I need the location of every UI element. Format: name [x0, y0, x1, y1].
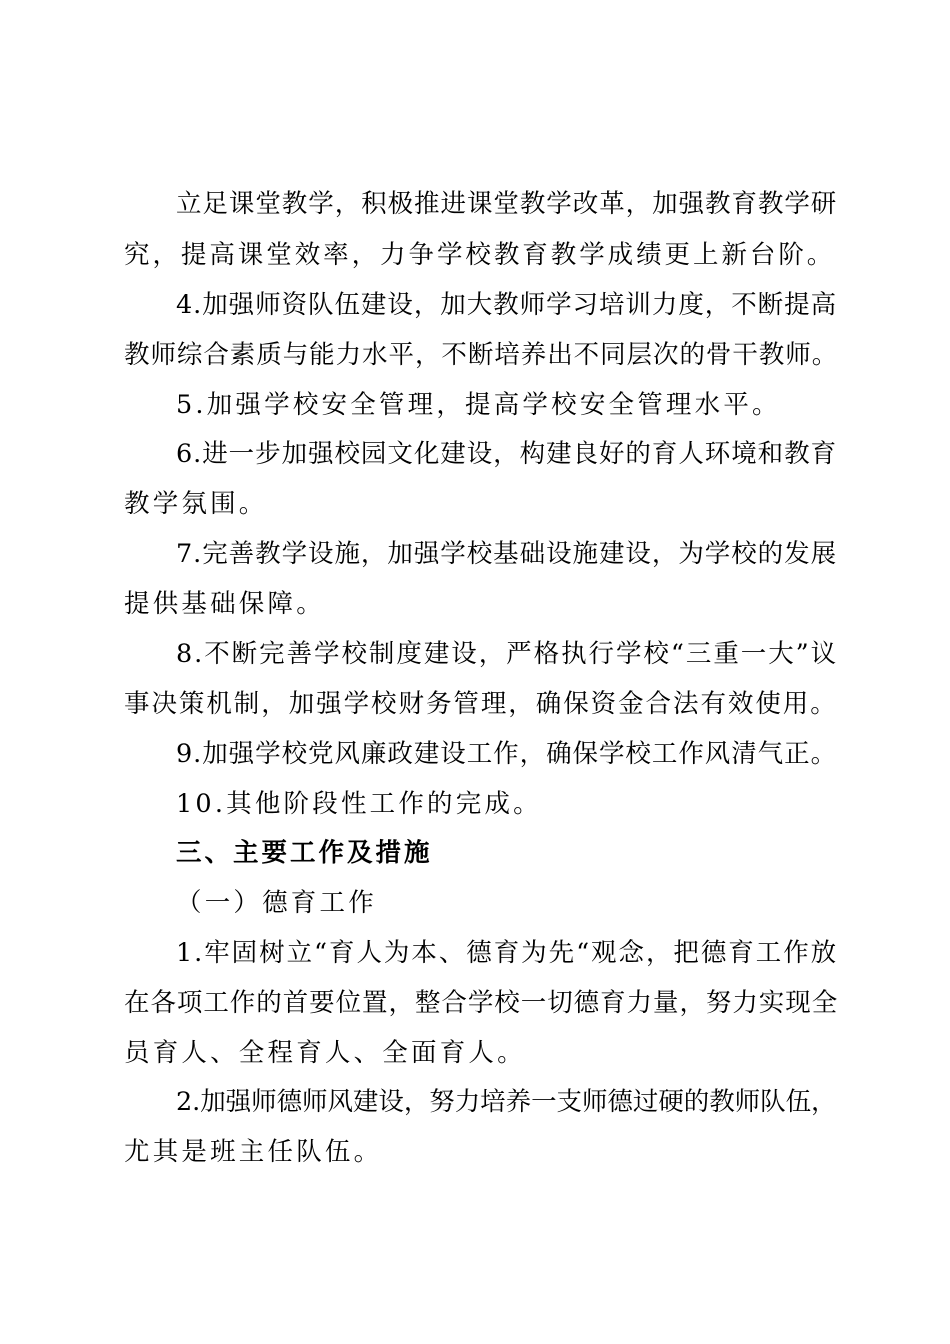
paragraph-line: 4.加强师资队伍建设，加大教师学习培训力度，不断提高	[176, 290, 838, 320]
paragraph-line: 6.进一步加强校园文化建设，构建良好的育人环境和教育	[176, 439, 838, 469]
paragraph-line: 9.加强学校党风廉政建设工作，确保学校工作风清气正。	[176, 739, 838, 769]
section-heading: 三、主要工作及措施	[176, 838, 433, 868]
paragraph-line: 员育人、全程育人、全面育人。	[124, 1038, 526, 1068]
paragraph-line: 在各项工作的首要位置，整合学校一切德育力量，努力实现全	[124, 988, 839, 1018]
paragraph-line: 事决策机制，加强学校财务管理，确保资金合法有效使用。	[124, 689, 838, 719]
paragraph-line: 1.牢固树立“育人为本、德育为先“观念，把德育工作放	[176, 938, 839, 968]
paragraph-line: 教师综合素质与能力水平，不断培养出不同层次的骨干教师。	[124, 340, 839, 370]
paragraph-line: 2.加强师德师风建设，努力培养一支师德过硬的教师队伍，	[176, 1087, 837, 1117]
paragraph-line: 立足课堂教学，积极推进课堂教学改革，加强教育教学研	[176, 189, 838, 219]
paragraph-line: 教学氛围。	[124, 489, 268, 519]
paragraph-line: 提供基础保障。	[124, 589, 325, 619]
paragraph-line: 尤其是班主任队伍。	[124, 1137, 383, 1167]
paragraph-line: 8.不断完善学校制度建设，严格执行学校“三重一大”议	[176, 639, 839, 669]
paragraph-line: 究，提高课堂效率，力争学校教育教学成绩更上新台阶。	[124, 240, 836, 270]
paragraph-line: 10.其他阶段性工作的完成。	[176, 789, 542, 819]
paragraph-line: 7.完善教学设施，加强学校基础设施建设，为学校的发展	[176, 539, 838, 569]
subsection-heading: （一）德育工作	[176, 888, 377, 918]
paragraph-line: 5.加强学校安全管理，提高学校安全管理水平。	[176, 390, 781, 420]
